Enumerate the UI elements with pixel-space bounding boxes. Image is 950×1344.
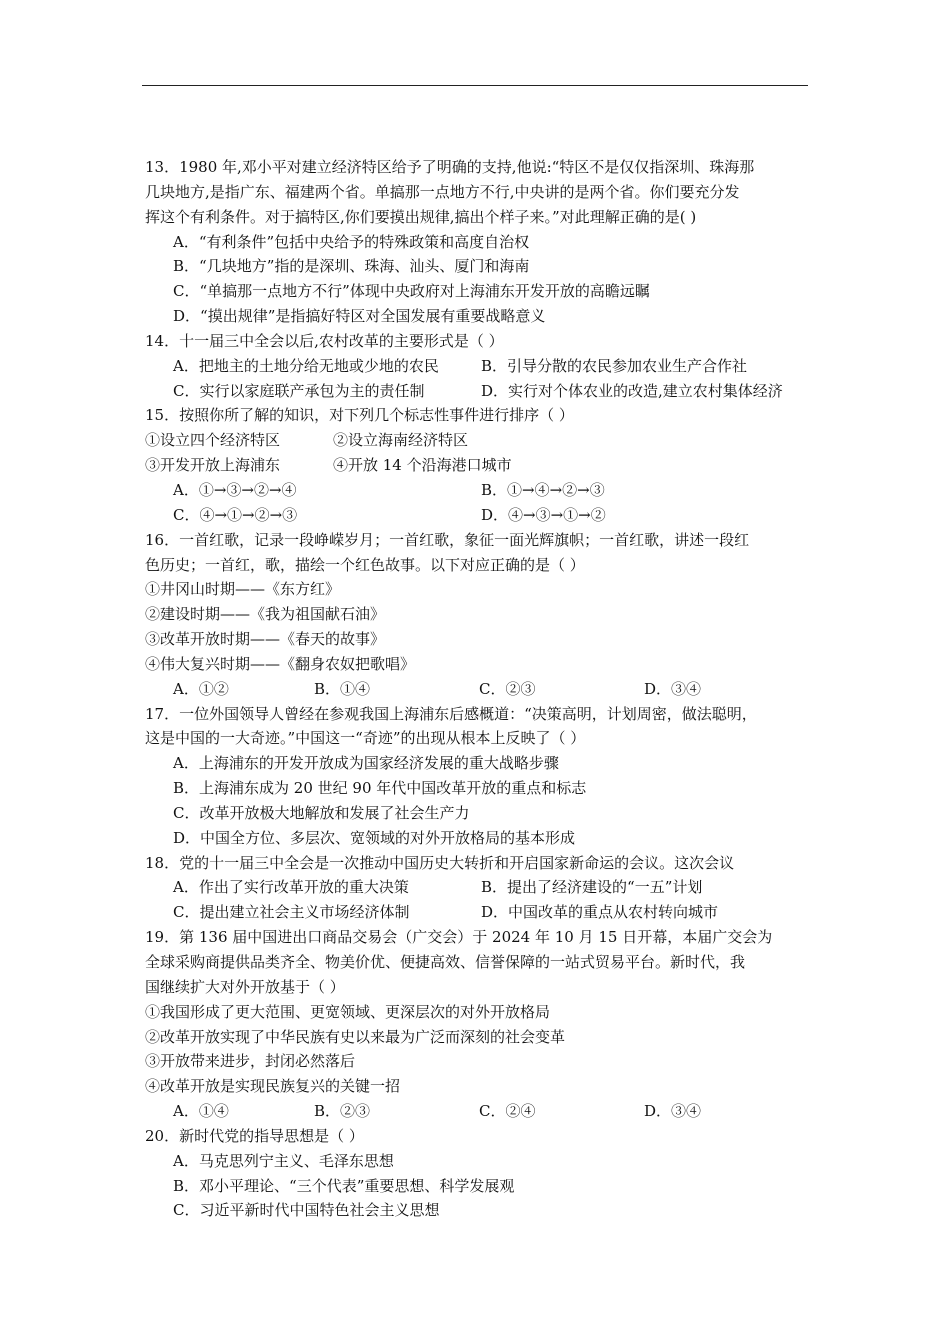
event-item: ③开发开放上海浦东	[145, 456, 281, 475]
question-stem: 18．党的十一届三中全会是一次推动中国历史大转折和开启国家新命运的会议。这次会议	[145, 853, 735, 872]
option-b: B．提出了经济建设的“一五”计划	[481, 878, 703, 897]
option-c: C．②④	[479, 1102, 536, 1121]
option-a: A．把地主的土地分给无地或少地的农民	[173, 356, 439, 375]
option-b: B．引导分散的农民参加农业生产合作社	[481, 356, 748, 375]
question-17	[145, 702, 815, 851]
option-a: A．上海浦东的开发开放成为国家经济发展的重大战略步骤	[173, 754, 559, 773]
option-row	[145, 354, 815, 379]
question-stem: 19．第 136 届中国进出口商品交易会（广交会）于 2024 年 10 月 15 日开幕，本届广交会为	[145, 928, 773, 947]
question-stem: 16．一首红歌，记录一段峥嵘岁月；一首红歌，象征一面光辉旗帜；一首红歌，讲述一段红	[145, 530, 750, 549]
option-b: B．“几块地方”指的是深圳、珠海、汕头、厦门和海南	[173, 257, 530, 276]
option-row	[145, 1099, 815, 1124]
option-row	[145, 875, 815, 900]
question-18	[145, 851, 815, 926]
question-stem: 这是中国的一大奇迹。”中国这一“奇迹”的出现从根本上反映了（ ）	[145, 729, 586, 748]
option-c: C．“单搞那一点地方不行”体现中央政府对上海浦东开发开放的高瞻远瞩	[173, 282, 650, 301]
question-stem: 色历史；一首红，歌，描绘一个红色故事。以下对应正确的是（ ）	[145, 555, 585, 574]
question-stem: 国继续扩大对外开放基于（ ）	[145, 977, 345, 996]
item-row	[145, 428, 815, 453]
song-item: ③改革开放时期——《春天的故事》	[145, 630, 386, 649]
statement-item: ①我国形成了更大范围、更宽领域、更深层次的对外开放格局	[145, 1002, 551, 1021]
song-item: ②建设时期——《我为祖国献石油》	[145, 605, 386, 624]
option-a: A．①→③→②→④	[173, 480, 297, 499]
option-a: A．马克思列宁主义、毛泽东思想	[173, 1151, 394, 1170]
event-item: ②设立海南经济特区	[333, 431, 469, 450]
question-stem: 几块地方,是指广东、福建两个省。单搞那一点地方不行,中央讲的是两个省。你们要充分发	[145, 182, 740, 201]
question-stem: 17．一位外国领导人曾经在参观我国上海浦东后感概道：“决策高明，计划周密，做法聪明，	[145, 704, 757, 723]
option-d: D．中国全方位、多层次、宽领域的对外开放格局的基本形成	[173, 828, 576, 847]
option-d: D．“摸出规律”是指搞好特区对全国发展有重要战略意义	[173, 307, 546, 326]
item-row	[145, 453, 815, 478]
option-c: C．习近平新时代中国特色社会主义思想	[173, 1201, 440, 1220]
option-c: C．实行以家庭联产承包为主的责任制	[173, 381, 425, 400]
option-a: A．作出了实行改革开放的重大决策	[173, 878, 409, 897]
option-d: D．实行对个体农业的改造,建立农村集体经济	[481, 381, 783, 400]
option-a: A．①④	[173, 1102, 229, 1121]
option-b: B．①→④→②→③	[481, 480, 605, 499]
option-b: B．①④	[314, 679, 371, 698]
question-stem: 13．1980 年,邓小平对建立经济特区给予了明确的支持,他说:“特区不是仅仅指深圳、珠海那	[145, 158, 755, 176]
song-item: ①井冈山时期——《东方红》	[145, 580, 341, 599]
song-item: ④伟大复兴时期——《翻身农奴把歌唱》	[145, 654, 416, 673]
question-stem: 14．十一届三中全会以后,农村改革的主要形式是（ ）	[145, 331, 504, 350]
question-stem: 15．按照你所了解的知识，对下列几个标志性事件进行排序（ ）	[145, 406, 574, 425]
question-19	[145, 925, 815, 1124]
option-d: D．④→③→①→②	[481, 505, 606, 524]
option-b: B．②③	[314, 1102, 371, 1121]
header-rule	[142, 85, 808, 86]
statement-item: ②改革开放实现了中华民族有史以来最为广泛而深刻的社会变革	[145, 1027, 566, 1046]
option-c: C．提出建立社会主义市场经济体制	[173, 903, 410, 922]
option-c: C．改革开放极大地解放和发展了社会生产力	[173, 803, 470, 822]
statement-item: ④改革开放是实现民族复兴的关键一招	[145, 1077, 401, 1096]
option-d: D．中国改革的重点从农村转向城市	[481, 903, 719, 922]
question-14	[145, 329, 815, 404]
option-row	[145, 677, 815, 702]
option-row	[145, 503, 815, 528]
question-stem: 20．新时代党的指导思想是（ ）	[145, 1126, 364, 1145]
option-c: C．④→①→②→③	[173, 505, 298, 524]
option-c: C．②③	[479, 679, 536, 698]
event-item: ④开放 14 个沿海港口城市	[333, 456, 512, 475]
question-15	[145, 403, 815, 527]
question-stem: 全球采购商提供品类齐全、物美价优、便捷高效、信誉保障的一站式贸易平台。新时代，我	[145, 953, 746, 971]
option-b: B．邓小平理论、“三个代表”重要思想、科学发展观	[173, 1176, 515, 1195]
option-row	[145, 379, 815, 404]
option-a: A．①②	[173, 679, 229, 698]
question-13	[145, 155, 815, 329]
option-d: D．③④	[644, 1102, 702, 1121]
event-item: ①设立四个经济特区	[145, 431, 281, 450]
exam-page	[145, 155, 815, 1223]
question-16	[145, 528, 815, 702]
option-row	[145, 900, 815, 925]
question-20	[145, 1124, 815, 1223]
option-row	[145, 478, 815, 503]
option-d: D．③④	[644, 679, 702, 698]
option-a: A．“有利条件”包括中央给予的特殊政策和高度自治权	[173, 232, 530, 251]
statement-item: ③开放带来进步，封闭必然落后	[145, 1052, 356, 1071]
option-b: B．上海浦东成为 20 世纪 90 年代中国改革开放的重点和标志	[173, 779, 587, 798]
question-stem: 挥这个有利条件。对于搞特区,你们要摸出规律,搞出个样子来。”对此理解正确的是( )	[145, 207, 697, 226]
